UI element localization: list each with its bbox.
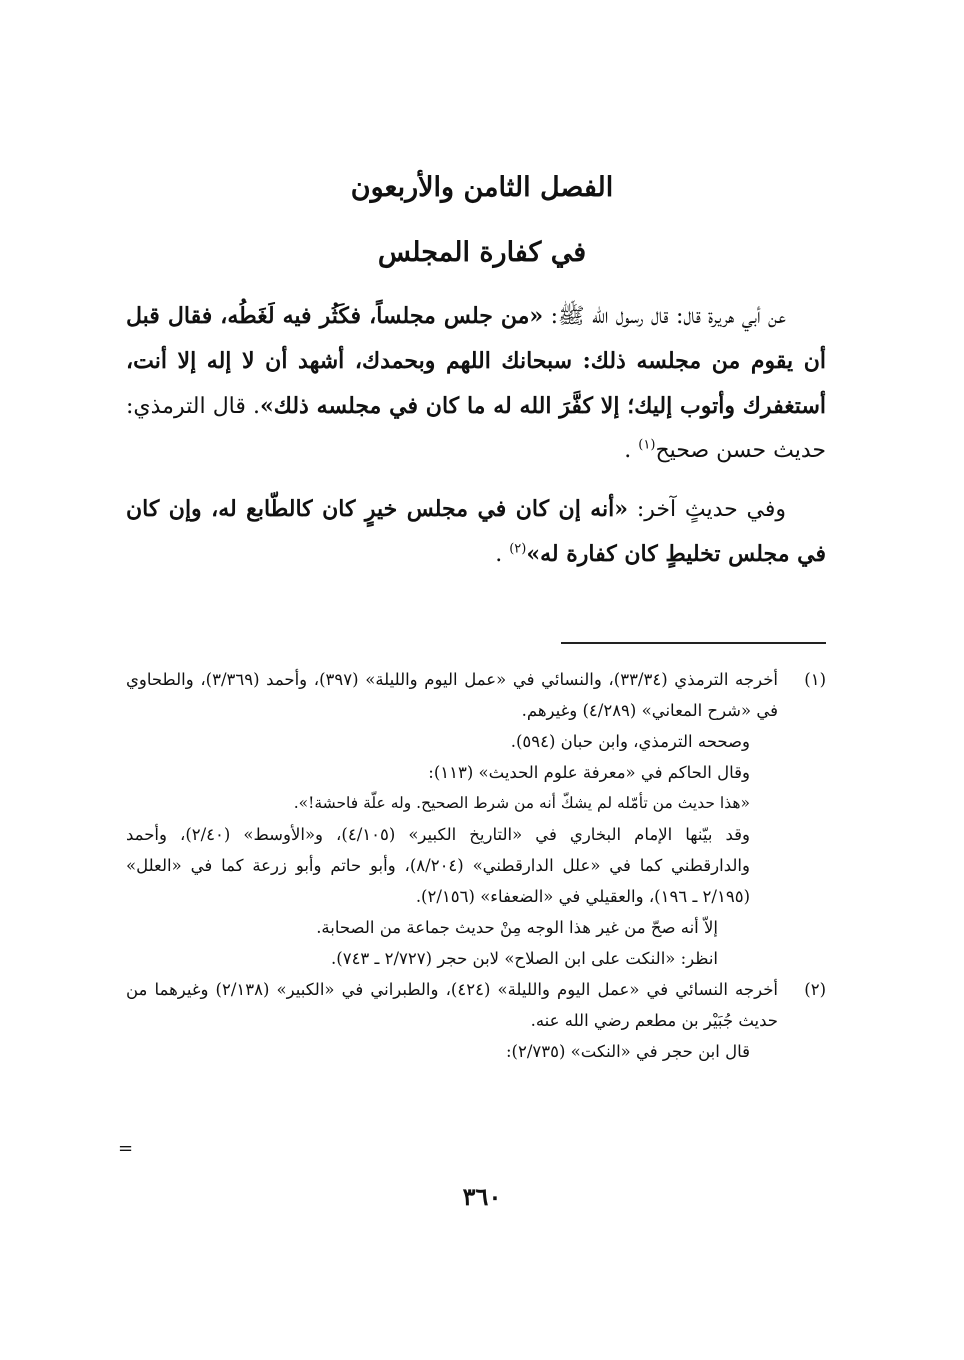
footnote-2: [126, 974, 826, 1067]
hadith-text: «أنه إن كان في مجلس خيرٍ كان كالطّابع له، وإن كان في مجلس تخليطٍ كان كفارة له»: [126, 496, 826, 567]
footnote-1: [126, 664, 826, 974]
footnote-number: (١): [804, 670, 826, 689]
footnote-line: قال ابن حجر في «النكت» (٢/٧٣٥):: [505, 1042, 750, 1061]
continuation-mark: =: [118, 1138, 134, 1159]
footnote-ref-2: (٢): [509, 541, 527, 557]
footnote-line: إلاّ أنه صحّ من غير هذا الوجه مِنْ حديث جماعة من الصحابة.: [316, 918, 718, 937]
footnote-number: (٢): [804, 980, 826, 999]
footnote-line: أخرجه الترمذي (٣٣/٣٤)، والنسائي في «عمل اليوم والليلة» (٣٩٧)، وأحمد (٣/٣٦٩)، والطحاوي في «شرح المعاني» (٤/٢٨٩) وغيرهم.: [126, 670, 778, 720]
footnote-separator: [561, 642, 826, 644]
footnote-ref-1: (١): [638, 437, 656, 453]
chapter-subtitle: في كفارة المجلس: [377, 237, 587, 268]
sentence-end: .: [495, 542, 510, 567]
hadith-text: «من جلس مجلساً، فكَثُر فيه لَغَطُه، فقال قبل أن يقوم من مجلسه ذلك: سبحانك اللهم وبحمدك، أشهد أن لا إله إلا أنت، أستغفرك وأتوب إليك؛ إلا كفَّرَ الله له ما كان في مجلسه ذلك»: [126, 303, 826, 419]
sentence-end: .: [624, 438, 639, 463]
grading-text: . قال الترمذي: حديث حسن صحيح: [126, 394, 826, 463]
narration-intro: عن أبي هريرة قال: قال رسول الله ﷺ:: [543, 304, 786, 329]
main-text: [126, 294, 826, 577]
footnote-line: أخرجه النسائي في «عمل اليوم والليلة» (٤٢٤)، والطبراني في «الكبير» (٢/١٣٨) وغيرهما من حديث جُبَيْر بن مطعم رضي الله عنه.: [126, 980, 778, 1030]
footnote-line: وقد بيّنها الإمام البخاري في «التاريخ الكبير» (٤/١٠٥)، و«الأوسط» (٢/٤٠)، وأحمد والدارقطني كما في «علل الدارقطني» (٨/٢٠٤)، وأبو حاتم وأبو زرعة كما في «العلل» (٢/١٩٥ ـ ١٩٦)، والعقيلي في «الضعفاء» (٢/١٥٦).: [126, 825, 750, 906]
page-number: ٣٦٠: [462, 1182, 502, 1211]
narration-intro: وفي حديثٍ آخر:: [628, 497, 787, 522]
footnotes: [126, 664, 826, 1067]
footnote-line: وصححه الترمذي، وابن حبان (٥٩٤).: [510, 732, 750, 751]
footnote-quote: «هذا حديث من تأمّله لم يشكّ أنه من شرط الصحيح. وله علّة فاحشة!».: [293, 794, 750, 812]
paragraph-other-hadith: [126, 487, 826, 577]
paragraph-hadith-abu-hurayra: [126, 294, 826, 473]
footnote-line: وقال الحاكم في «معرفة علوم الحديث» (١١٣):: [428, 763, 750, 782]
chapter-title: الفصل الثامن والأربعون: [350, 172, 614, 203]
footnote-line: انظر: «النكت على ابن الصلاح» لابن حجر (٢/٧٢٧ ـ ٧٤٣).: [331, 949, 718, 968]
